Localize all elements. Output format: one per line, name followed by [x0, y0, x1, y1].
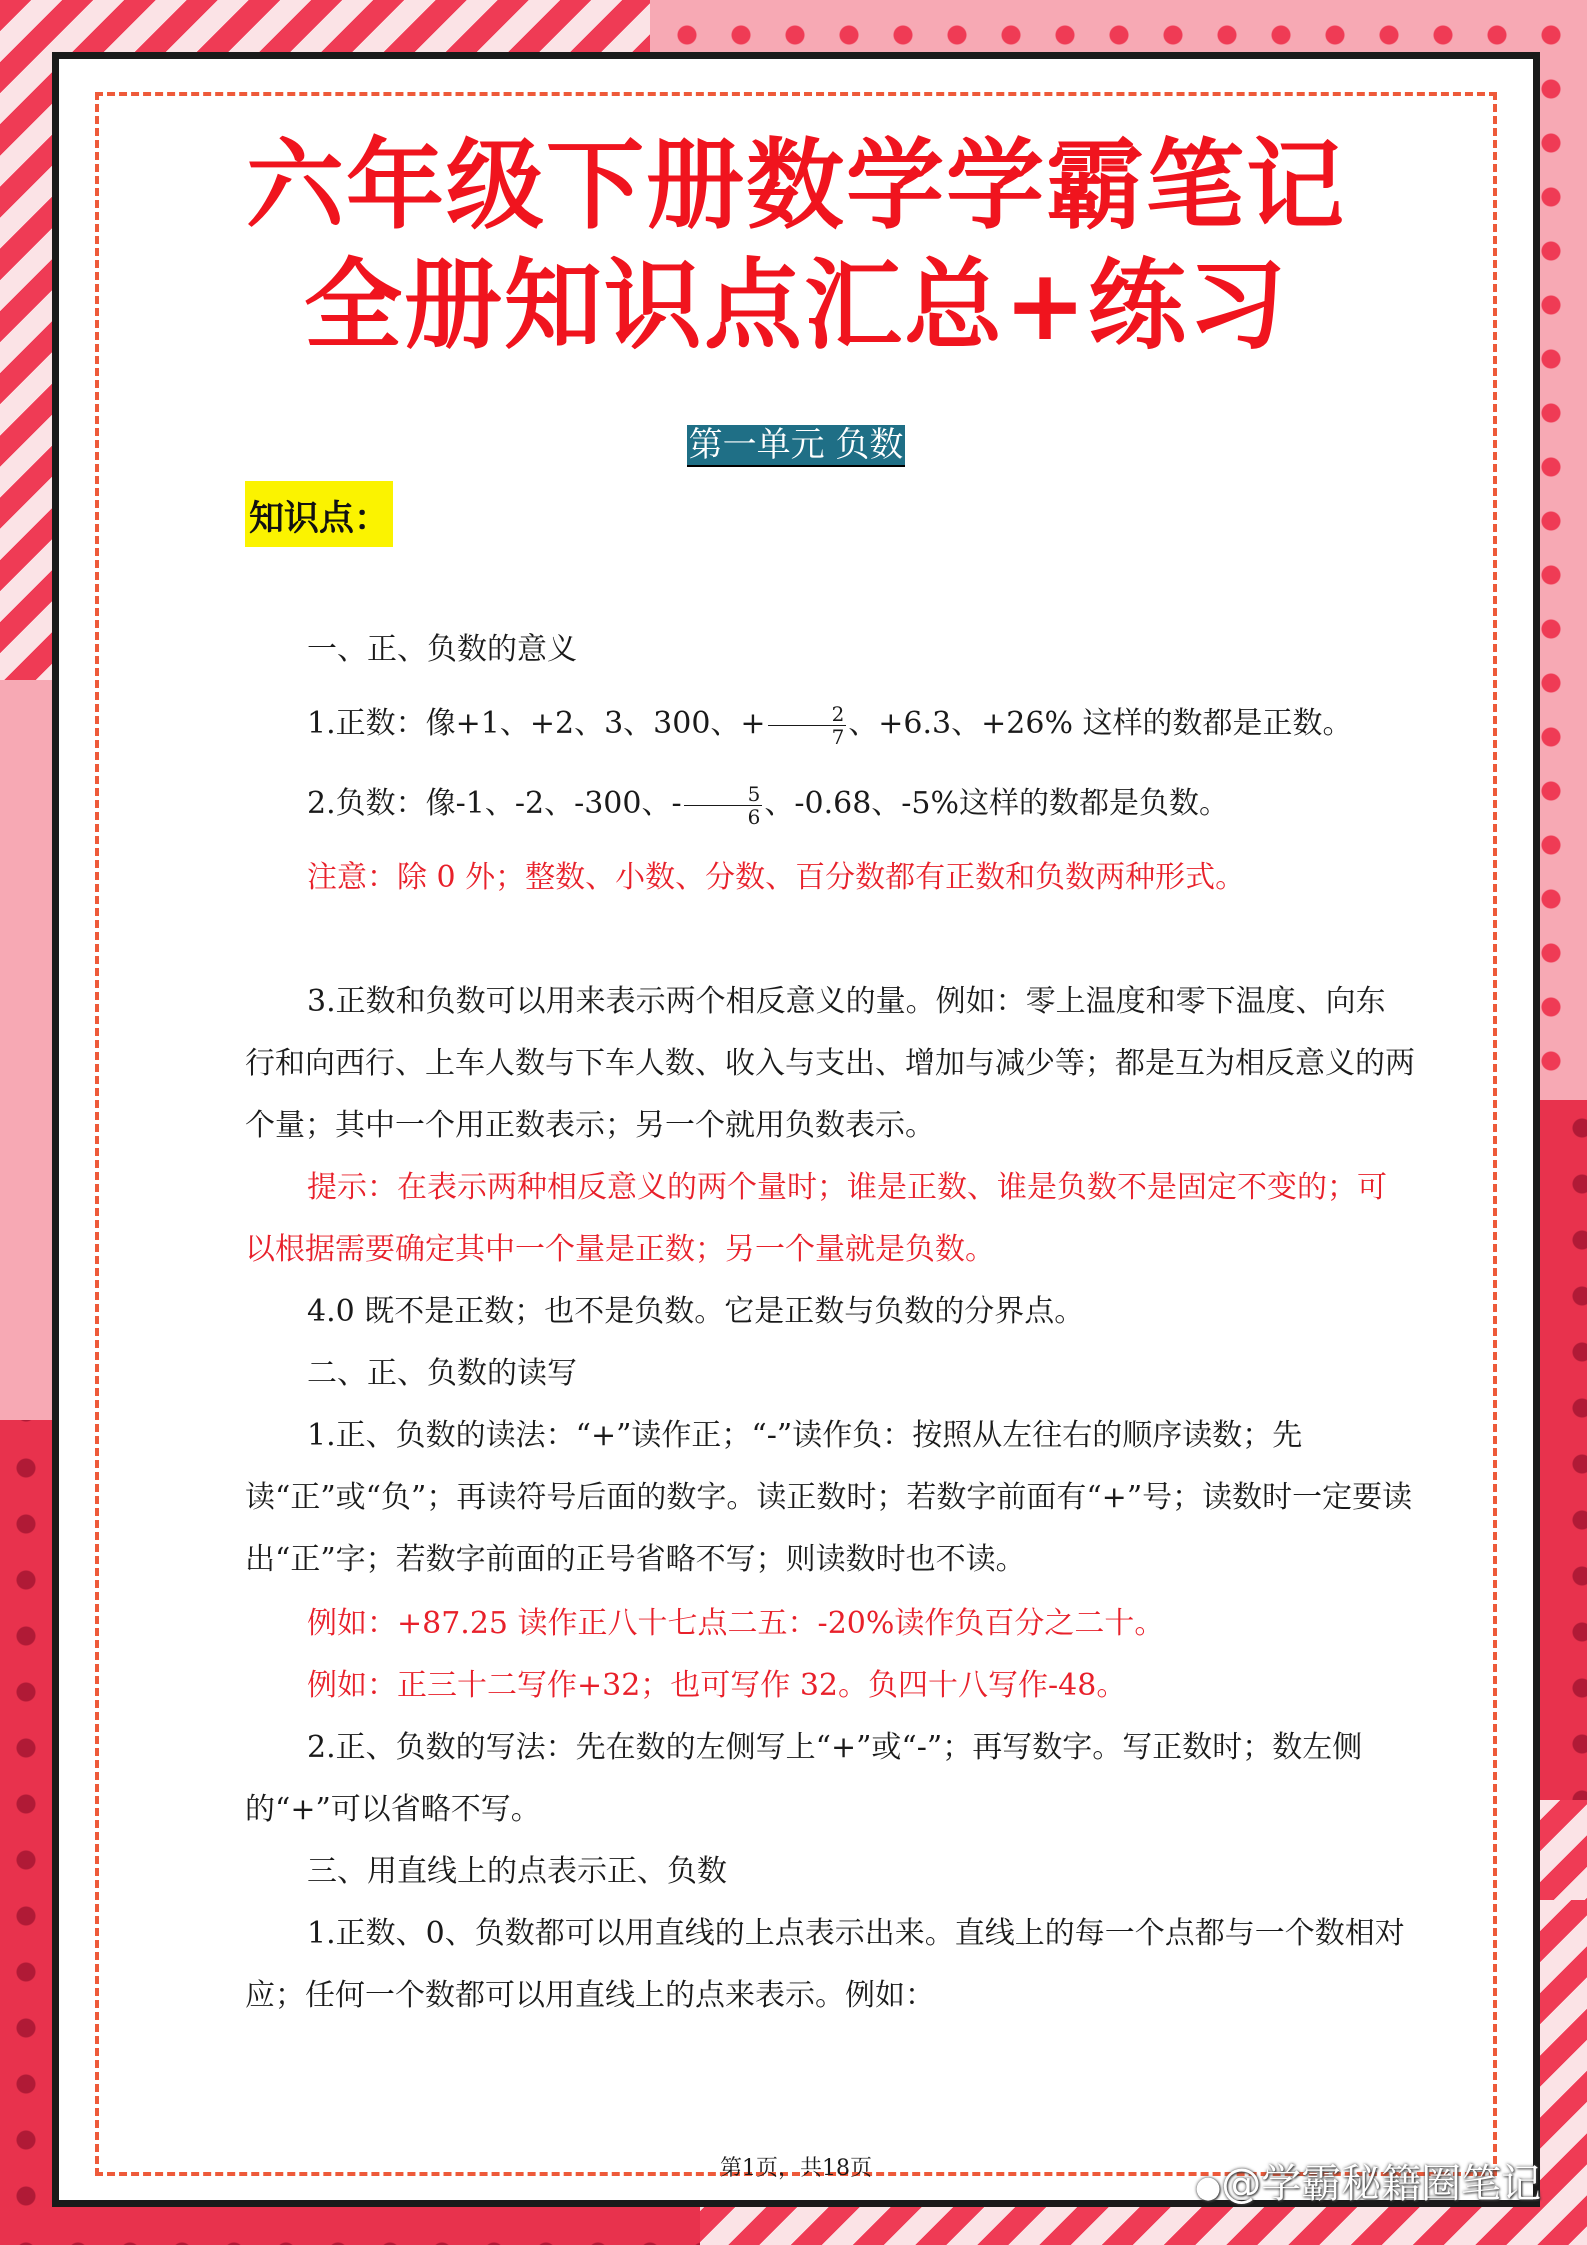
paragraph-number-line: 1.正数、0、负数都可以用直线的上点表示出来。直线上的每一个点都与一个数相对应；任何一个数都可以用直线上的点来表示。例如： — [245, 1916, 1405, 2013]
example-reading: 例如：+87.25 读作正八十七点二五：-20%读作负百分之二十。 — [307, 1606, 1165, 1641]
knowledge-label: 知识点： — [245, 481, 393, 547]
fraction-2-7 — [768, 703, 847, 748]
title-line-2: 全册知识点汇总+练习 — [303, 249, 1289, 363]
note-text: 注意：除 0 外；整数、小数、分数、百分数都有正数和负数两种形式。 — [307, 860, 1246, 895]
fraction-numerator: 5 — [684, 783, 763, 806]
fraction-5-6 — [684, 783, 763, 828]
fraction-numerator: 2 — [768, 703, 847, 726]
paragraph-negative — [245, 773, 1415, 835]
page-footer: 第1页，共18页 — [720, 2156, 872, 2181]
watermark — [1195, 2152, 1541, 2209]
p1-before: 1.正数：像+1、+2、3、300、+ — [307, 706, 766, 741]
fraction-denominator: 6 — [747, 804, 761, 829]
p2-after: 、-0.68、-5%这样的数都是负数。 — [764, 786, 1230, 821]
p2-before: 2.负数：像-1、-2、-300、- — [307, 786, 682, 821]
paragraph-zero: 4.0 既不是正数；也不是负数。它是正数与负数的分界点。 — [307, 1294, 1085, 1329]
decor-pink-left — [0, 680, 60, 1440]
title-line-1: 六年级下册数学学霸笔记 — [245, 129, 1346, 243]
example-writing: 例如：正三十二写作+32；也可写作 32。负四十八写作-48。 — [307, 1668, 1127, 1703]
document-card — [52, 52, 1540, 2207]
tip-text: 提示：在表示两种相反意义的两个量时；谁是正数、谁是负数不是固定不变的；可以根据需要确定其中一个量是正数；另一个量就是负数。 — [245, 1170, 1387, 1267]
unit-heading-text: 第一单元 负数 — [688, 425, 904, 465]
fraction-denominator: 7 — [831, 724, 845, 749]
section-heading-2: 二、正、负数的读写 — [307, 1356, 577, 1391]
section-heading-1: 一、正、负数的意义 — [307, 632, 577, 667]
section-heading-3: 三、用直线上的点表示正、负数 — [307, 1854, 727, 1889]
paragraph-positive — [245, 693, 1415, 755]
p1-after: 、+6.3、+26% 这样的数都是正数。 — [848, 706, 1353, 741]
paragraph-opposite-quantities: 3.正数和负数可以用来表示两个相反意义的量。例如：零上温度和零下温度、向东行和向西行、上车人数与下车人数、收入与支出、增加与减少等；都是互为相反意义的两个量；其中一个用正数表示；另一个就用负数表示。 — [245, 984, 1415, 1143]
unit-heading — [59, 417, 1533, 466]
paragraph-reading: 1.正、负数的读法：“+”读作正；“-”读作负：按照从左往右的顺序读数；先读“正”或“负”；再读符号后面的数字。读正数时；若数字前面有“+”号；读数时一定要读出“正”字；若数字前面的正号省略不写；则读数时也不读。 — [245, 1418, 1413, 1577]
paragraph-writing: 2.正、负数的写法：先在数的左侧写上“+”或“-”；再写数字。写正数时；数左侧的“+”可以省略不写。 — [245, 1730, 1363, 1827]
watermark-icon: ● — [1195, 2170, 1222, 2205]
watermark-text: @学霸秘籍圈笔记 — [1221, 2161, 1542, 2207]
